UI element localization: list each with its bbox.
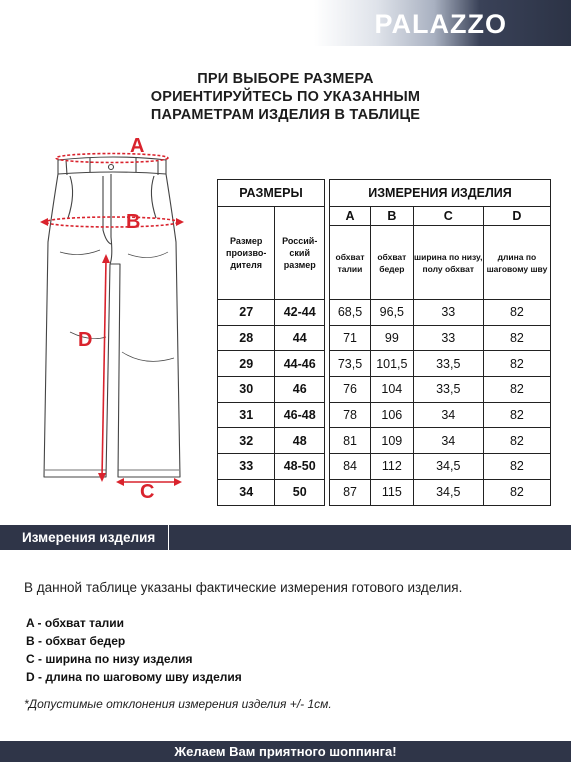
inseam-cell: 82	[483, 454, 550, 480]
label-a: A	[130, 135, 145, 157]
maker-size-cell: 33	[218, 454, 275, 480]
hem-width-cell: 33,5	[413, 377, 483, 403]
col-desc-inseam: длина по шаговому шву	[483, 226, 550, 300]
hem-width-cell: 34,5	[413, 454, 483, 480]
col-letter-a: A	[330, 207, 371, 226]
section-title: Измерения изделия	[0, 525, 169, 550]
trousers-illustration	[40, 132, 190, 502]
table-row	[330, 428, 551, 454]
inseam-measure-line	[102, 260, 106, 477]
fly-stitch	[103, 176, 111, 244]
russian-size-cell: 44	[275, 325, 325, 351]
intro-text: В данной таблице указаны фактические измерения готового изделия.	[24, 580, 463, 595]
waist-cell: 76	[330, 377, 371, 403]
heading-line-3: ПАРАМЕТРАМ ИЗДЕЛИЯ В ТАБЛИЦЕ	[150, 107, 421, 123]
hips-cell: 106	[371, 402, 414, 428]
maker-size-header: Размер произво-дителя	[218, 207, 275, 300]
arrow-left-icon	[40, 218, 48, 226]
col-letter-c: C	[413, 207, 483, 226]
russian-size-cell: 46	[275, 377, 325, 403]
hips-cell: 101,5	[371, 351, 414, 377]
russian-size-cell: 50	[275, 479, 325, 505]
col-desc-hem: ширина по низу, полу обхват	[413, 226, 483, 300]
waist-cell: 68,5	[330, 300, 371, 326]
right-pocket	[151, 176, 156, 218]
waist-cell: 78	[330, 402, 371, 428]
hips-cell: 99	[371, 325, 414, 351]
table-row	[218, 300, 325, 326]
legend-item-b: B - обхват бедер	[26, 634, 126, 648]
table-row	[218, 377, 325, 403]
russian-size-cell: 48	[275, 428, 325, 454]
table-row	[218, 325, 325, 351]
col-letter-b: B	[371, 207, 414, 226]
table-row	[330, 325, 551, 351]
table-row	[218, 428, 325, 454]
waistband-outline	[58, 157, 166, 174]
legend-item-a: A - обхват талии	[26, 616, 125, 630]
hips-cell: 112	[371, 454, 414, 480]
legend-item-d: D - длина по шаговому шву изделия	[26, 670, 242, 684]
arrow-left-icon	[116, 478, 124, 486]
fly-seam	[110, 174, 112, 264]
hips-cell: 96,5	[371, 300, 414, 326]
inseam-cell: 82	[483, 300, 550, 326]
table-row	[218, 402, 325, 428]
inseam-cell: 82	[483, 377, 550, 403]
hem-width-cell: 34	[413, 428, 483, 454]
button-icon	[109, 165, 114, 170]
table-row	[330, 479, 551, 505]
table-row	[330, 300, 551, 326]
legend-item-c: C - ширина по низу изделия	[26, 652, 193, 666]
top-banner	[0, 0, 571, 46]
maker-size-cell: 31	[218, 402, 275, 428]
hip-measure-line	[46, 217, 178, 227]
sizes-table	[217, 179, 325, 506]
hem-width-cell: 33,5	[413, 351, 483, 377]
table-row	[330, 377, 551, 403]
inseam-cell: 82	[483, 325, 550, 351]
hem-width-cell: 33	[413, 300, 483, 326]
maker-size-cell: 28	[218, 325, 275, 351]
hem-width-cell: 33	[413, 325, 483, 351]
fold-line	[60, 250, 100, 255]
russian-size-cell: 48-50	[275, 454, 325, 480]
russian-size-header: Россий-ский размер	[275, 207, 325, 300]
label-c: C	[140, 481, 155, 502]
col-letter-d: D	[483, 207, 550, 226]
arrow-right-icon	[176, 218, 184, 226]
label-d: D	[78, 329, 93, 351]
fold-line	[122, 352, 174, 361]
maker-size-cell: 30	[218, 377, 275, 403]
inseam-cell: 82	[483, 479, 550, 505]
tolerance-note: *Допустимые отклонения измерения изделия +/- 1см.	[24, 697, 332, 711]
russian-size-cell: 42-44	[275, 300, 325, 326]
table-row	[330, 454, 551, 480]
table-row	[330, 402, 551, 428]
maker-size-cell: 32	[218, 428, 275, 454]
table-row	[330, 351, 551, 377]
col-desc-hips: обхват бедер	[371, 226, 414, 300]
footer-banner: Желаем Вам приятного шоппинга!	[0, 741, 571, 762]
heading-line-1: ПРИ ВЫБОРЕ РАЗМЕРА	[197, 71, 374, 87]
hips-cell: 104	[371, 377, 414, 403]
hem-width-cell: 34,5	[413, 479, 483, 505]
waist-cell: 81	[330, 428, 371, 454]
label-b: B	[126, 211, 141, 233]
size-guide-heading	[0, 70, 571, 124]
inseam-cell: 82	[483, 428, 550, 454]
col-desc-waist: обхват талии	[330, 226, 371, 300]
russian-size-cell: 44-46	[275, 351, 325, 377]
waist-cell: 87	[330, 479, 371, 505]
maker-size-cell: 29	[218, 351, 275, 377]
waist-cell: 84	[330, 454, 371, 480]
fold-line	[128, 252, 168, 258]
russian-size-cell: 46-48	[275, 402, 325, 428]
measurements-table	[329, 179, 551, 506]
table-row	[218, 479, 325, 505]
brand-title: PALAZZO	[374, 9, 507, 39]
hem-width-cell: 34	[413, 402, 483, 428]
hips-cell: 109	[371, 428, 414, 454]
inseam-cell: 82	[483, 351, 550, 377]
hips-cell: 115	[371, 479, 414, 505]
maker-size-cell: 34	[218, 479, 275, 505]
trousers-outline	[44, 174, 180, 477]
maker-size-cell: 27	[218, 300, 275, 326]
table-row	[218, 351, 325, 377]
sizes-header: РАЗМЕРЫ	[218, 180, 325, 207]
inseam-cell: 82	[483, 402, 550, 428]
belt-loop	[66, 160, 67, 175]
heading-line-2: ОРИЕНТИРУЙТЕСЬ ПО УКАЗАННЫМ	[150, 89, 421, 105]
arrow-right-icon	[174, 478, 182, 486]
left-pocket	[68, 176, 73, 218]
waist-cell: 71	[330, 325, 371, 351]
table-row	[218, 454, 325, 480]
waist-cell: 73,5	[330, 351, 371, 377]
arrow-up-icon	[102, 254, 110, 263]
measurements-header: ИЗМЕРЕНИЯ ИЗДЕЛИЯ	[330, 180, 551, 207]
legend-list	[26, 614, 242, 686]
